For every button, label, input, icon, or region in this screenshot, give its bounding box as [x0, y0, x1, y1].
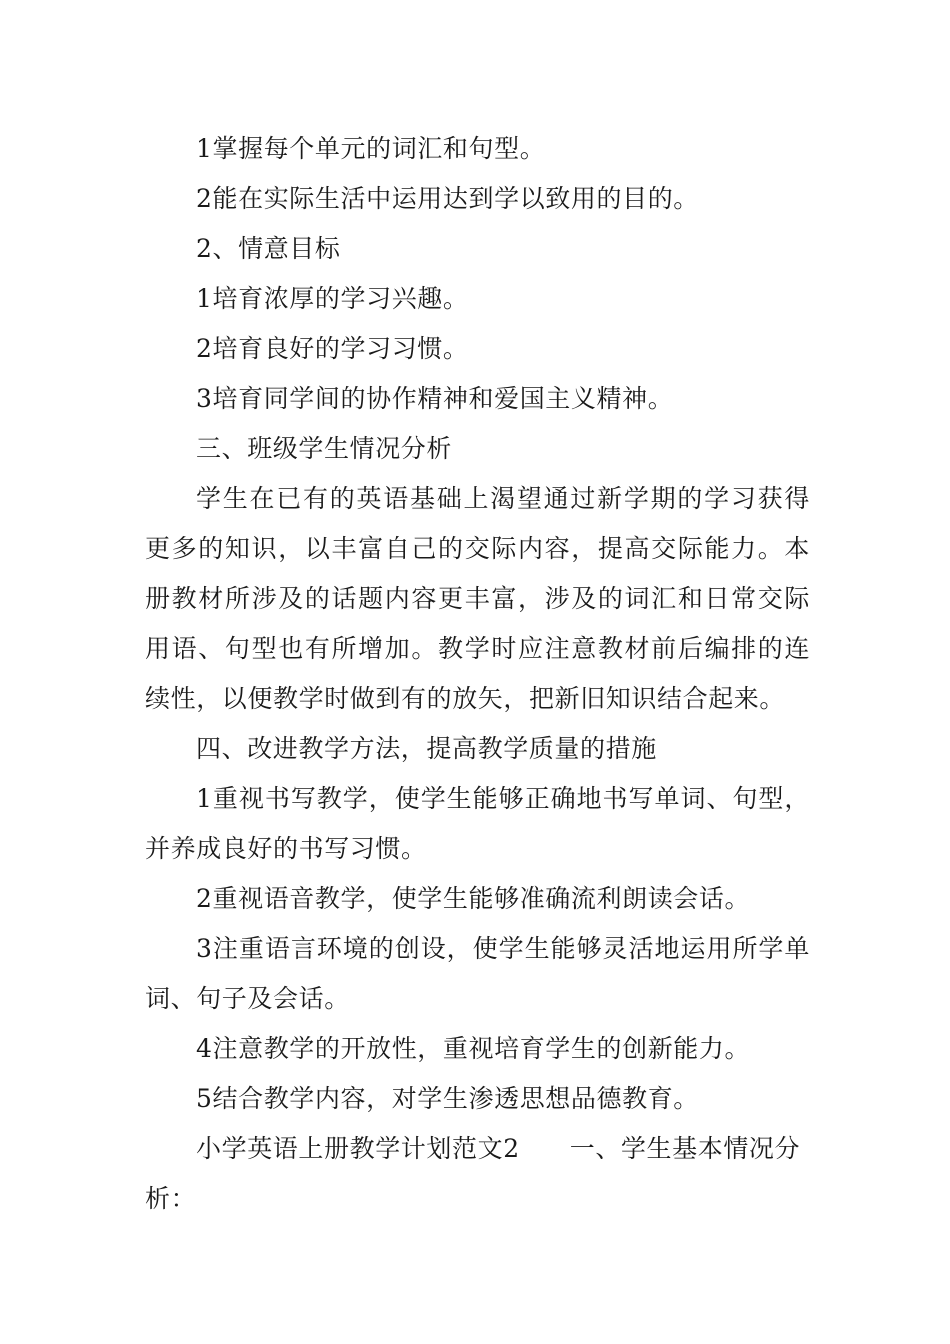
text-line: 2重视语音教学，使学生能够准确流利朗读会话。 [196, 884, 751, 913]
section-heading: 一、学生基本情况分 [569, 1134, 801, 1163]
section-heading: 四、改进教学方法，提高教学质量的措施 [196, 734, 657, 763]
text-line: 2能在实际生活中运用达到学以致用的目的。 [196, 184, 699, 213]
paragraph-line: 学生在已有的英语基础上渴望通过新学期的学习获得 [196, 484, 810, 513]
paragraph-line: 册教材所涉及的话题内容更丰富，涉及的词汇和日常交际 [145, 584, 810, 613]
paragraph-line: 1重视书写教学，使学生能够正确地书写单词、句型， [196, 784, 810, 813]
sample-title: 小学英语上册教学计划范文2 [196, 1134, 520, 1163]
paragraph-line: 并养成良好的书写习惯。 [145, 834, 427, 863]
text-line: 5结合教学内容，对学生渗透思想品德教育。 [196, 1084, 699, 1113]
text-line: 2培育良好的学习习惯。 [196, 334, 469, 363]
paragraph-line: 析： [145, 1184, 197, 1213]
paragraph-line: 续性，以便教学时做到有的放矢，把新旧知识结合起来。 [145, 684, 786, 713]
text-line: 1培育浓厚的学习兴趣。 [196, 284, 469, 313]
section-heading: 2、情意目标 [196, 234, 341, 263]
section-heading: 三、班级学生情况分析 [196, 434, 453, 463]
paragraph-line: 用语、句型也有所增加。教学时应注意教材前后编排的连 [145, 634, 810, 663]
text-line: 1掌握每个单元的词汇和句型。 [196, 134, 546, 163]
heading-line [196, 1124, 810, 1174]
text-line: 4注意教学的开放性，重视培育学生的创新能力。 [196, 1034, 751, 1063]
paragraph-line: 词、句子及会话。 [145, 984, 350, 1013]
text-line: 3培育同学间的协作精神和爱国主义精神。 [196, 384, 674, 413]
paragraph-line: 更多的知识，以丰富自己的交际内容，提高交际能力。本 [145, 534, 810, 563]
paragraph-line: 3注重语言环境的创设，使学生能够灵活地运用所学单 [196, 934, 810, 963]
